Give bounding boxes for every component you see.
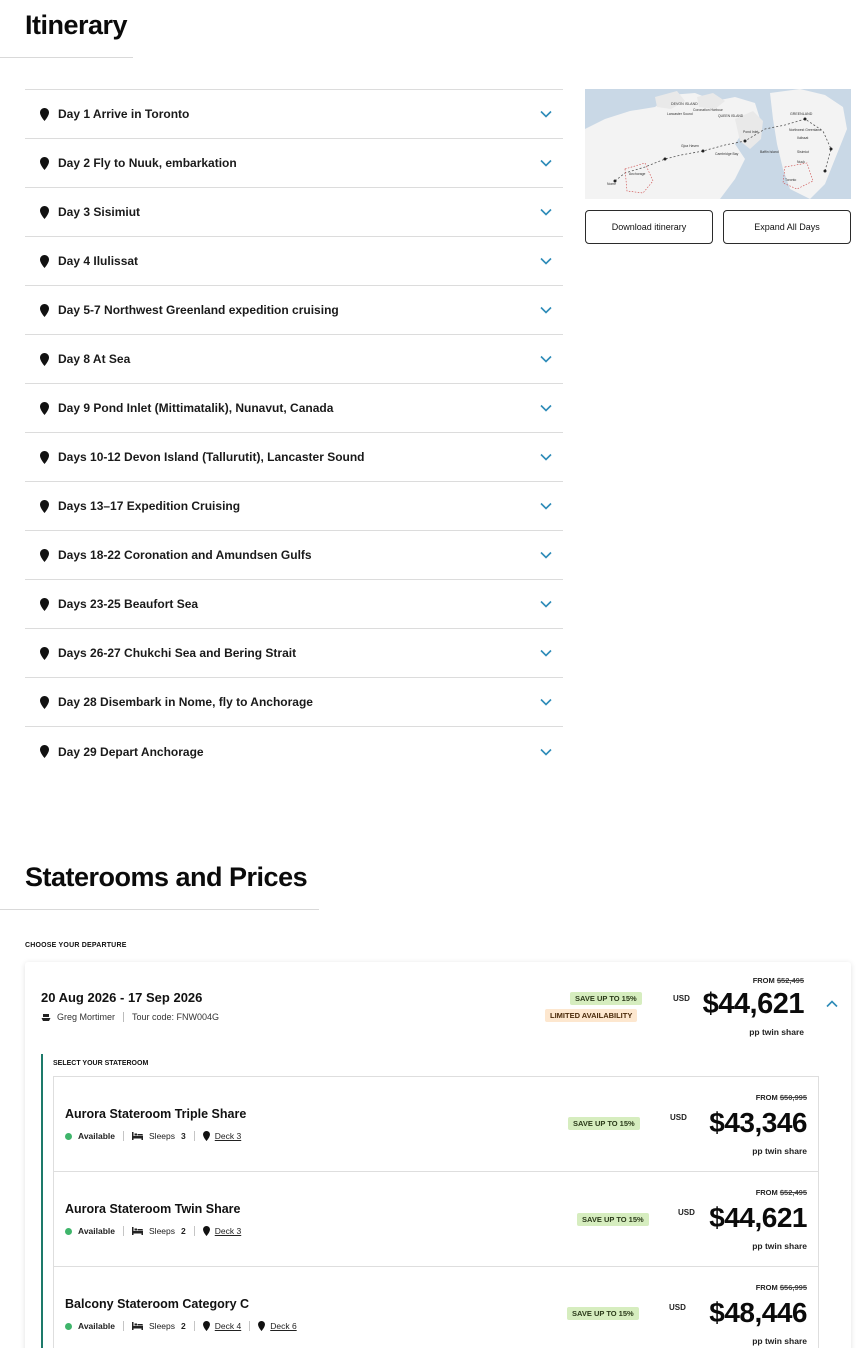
stateroom-meta <box>65 1321 297 1331</box>
chevron-down-icon[interactable] <box>540 257 552 265</box>
availability-status: Available <box>78 1226 116 1236</box>
current-price: $44,621 <box>709 1202 807 1233</box>
stateroom-meta <box>65 1131 241 1141</box>
location-pin-icon <box>40 206 49 219</box>
staterooms-title-rule <box>0 909 319 910</box>
currency-label: USD <box>669 1303 686 1312</box>
itinerary-day-label: Days 10-12 Devon Island (Tallurutit), Lancaster Sound <box>58 450 365 464</box>
was-price: $52,495 <box>779 1188 807 1197</box>
itinerary-day-label: Day 5-7 Northwest Greenland expedition cruising <box>58 303 339 317</box>
was-price: $56,995 <box>779 1283 807 1292</box>
current-price: $48,446 <box>709 1297 807 1328</box>
current-price: $43,346 <box>709 1107 807 1138</box>
location-pin-icon <box>203 1226 210 1236</box>
pp-twin-share-label: pp twin share <box>752 1336 807 1346</box>
map-label: Ilulissat <box>797 136 809 140</box>
sleeps-count: 2 <box>181 1321 186 1331</box>
save-badge: SAVE UP TO 15% <box>567 1307 639 1320</box>
itinerary-day-row[interactable] <box>25 678 563 727</box>
was-price: $52,495 <box>776 976 804 985</box>
divider <box>194 1321 195 1331</box>
chevron-down-icon[interactable] <box>540 649 552 657</box>
chevron-down-icon[interactable] <box>540 453 552 461</box>
map-label: Pond Inlet <box>743 130 759 134</box>
save-badge: SAVE UP TO 15% <box>568 1117 640 1130</box>
location-pin-icon <box>40 598 49 611</box>
deck-link[interactable]: Deck 3 <box>214 1226 242 1236</box>
map-label: Nuuk <box>797 160 805 164</box>
itinerary-day-label: Day 1 Arrive in Toronto <box>58 107 190 121</box>
itinerary-day-row[interactable] <box>25 580 563 629</box>
location-pin-icon <box>40 402 49 415</box>
divider <box>123 1012 124 1022</box>
pp-twin-share-label: pp twin share <box>752 1241 807 1251</box>
select-stateroom-label: SELECT YOUR STATEROOM <box>53 1060 149 1067</box>
itinerary-day-label: Days 23-25 Beaufort Sea <box>58 597 199 611</box>
stateroom-name: Aurora Stateroom Triple Share <box>65 1107 247 1121</box>
staterooms-title: Staterooms and Prices <box>25 862 308 892</box>
divider <box>194 1131 195 1141</box>
route-map-graphic <box>585 89 851 199</box>
departure-meta <box>41 1012 219 1022</box>
location-pin-icon <box>203 1131 210 1141</box>
map-label: Sisimiut <box>797 150 809 154</box>
sleeps-label: Sleeps <box>149 1226 176 1236</box>
itinerary-day-row[interactable] <box>25 433 563 482</box>
currency-label: USD <box>670 1113 687 1122</box>
itinerary-day-label: Day 2 Fly to Nuuk, embarkation <box>58 156 237 170</box>
stateroom-meta <box>65 1226 241 1236</box>
stateroom-row[interactable] <box>53 1171 819 1267</box>
available-dot <box>65 1228 72 1235</box>
location-pin-icon <box>40 745 49 758</box>
departure-card[interactable] <box>25 962 851 1348</box>
itinerary-day-label: Day 9 Pond Inlet (Mittimatalik), Nunavut, Canada <box>58 401 334 415</box>
expand-all-days-button[interactable]: Expand All Days <box>723 210 851 244</box>
stateroom-name: Aurora Stateroom Twin Share <box>65 1202 241 1216</box>
location-pin-icon <box>203 1321 210 1331</box>
location-pin-icon <box>40 108 49 121</box>
download-itinerary-button[interactable]: Download itinerary <box>585 210 713 244</box>
chevron-up-icon[interactable] <box>826 1000 838 1008</box>
bed-icon <box>132 1322 143 1330</box>
available-dot <box>65 1323 72 1330</box>
pp-twin-share-label: pp twin share <box>749 1027 804 1037</box>
chevron-down-icon[interactable] <box>540 502 552 510</box>
tour-code: Tour code: FNW004G <box>132 1012 220 1022</box>
chevron-down-icon[interactable] <box>540 110 552 118</box>
chevron-down-icon[interactable] <box>540 355 552 363</box>
save-badge: SAVE UP TO 15% <box>570 992 642 1005</box>
itinerary-day-row[interactable] <box>25 139 563 188</box>
itinerary-day-row[interactable] <box>25 237 563 286</box>
itinerary-title: Itinerary <box>25 10 128 40</box>
itinerary-day-row[interactable] <box>25 482 563 531</box>
itinerary-day-label: Day 3 Sisimiut <box>58 205 141 219</box>
deck-link[interactable]: Deck 4 <box>214 1321 242 1331</box>
location-pin-icon <box>40 255 49 268</box>
location-pin-icon <box>40 647 49 660</box>
itinerary-accordion <box>25 89 563 776</box>
itinerary-day-label: Day 4 Ilulissat <box>58 254 139 268</box>
from-price <box>756 1283 807 1292</box>
chevron-down-icon[interactable] <box>540 159 552 167</box>
from-label: FROM <box>755 1188 778 1197</box>
from-label: FROM <box>755 1283 778 1292</box>
sleeps-count: 2 <box>181 1226 186 1236</box>
divider <box>123 1321 124 1331</box>
deck-link[interactable]: Deck 3 <box>214 1131 242 1141</box>
map-label: Northwest Greenland <box>789 128 822 132</box>
itinerary-day-label: Days 18-22 Coronation and Amundsen Gulfs <box>58 548 312 562</box>
sleeps-label: Sleeps <box>149 1321 176 1331</box>
map-label: Baffin Island <box>760 150 779 154</box>
chevron-down-icon[interactable] <box>540 600 552 608</box>
itinerary-day-row[interactable] <box>25 286 563 335</box>
ship-name: Greg Mortimer <box>57 1012 116 1022</box>
bed-icon <box>132 1132 143 1140</box>
was-price: $50,995 <box>779 1093 807 1102</box>
availability-status: Available <box>78 1131 116 1141</box>
limited-availability-badge: LIMITED AVAILABILITY <box>545 1009 637 1022</box>
bed-icon <box>132 1227 143 1235</box>
from-price <box>756 1093 807 1102</box>
divider <box>123 1131 124 1141</box>
itinerary-day-row[interactable] <box>25 531 563 580</box>
map-label: Gjoa Haven <box>681 144 699 148</box>
itinerary-day-row[interactable] <box>25 629 563 678</box>
map-label: QUEEN ISLAND <box>718 114 744 118</box>
map-label: Coronation Harbour <box>693 108 723 112</box>
itinerary-day-row[interactable] <box>25 384 563 433</box>
itinerary-map[interactable] <box>585 89 851 199</box>
map-label: Toronto <box>785 178 797 182</box>
chevron-down-icon[interactable] <box>540 748 552 756</box>
location-pin-icon <box>40 696 49 709</box>
deck-link[interactable]: Deck 6 <box>270 1321 297 1331</box>
map-label: GREENLAND <box>790 112 813 116</box>
divider <box>123 1226 124 1236</box>
currency-label: USD <box>678 1208 695 1217</box>
location-pin-icon <box>40 549 49 562</box>
map-label: Cambridge Bay <box>715 152 739 156</box>
map-label: DEVON ISLAND <box>671 102 698 106</box>
divider <box>194 1226 195 1236</box>
chevron-down-icon[interactable] <box>540 551 552 559</box>
chevron-down-icon[interactable] <box>540 306 552 314</box>
choose-departure-label: CHOOSE YOUR DEPARTURE <box>25 942 127 949</box>
currency-label: USD <box>673 994 690 1003</box>
chevron-down-icon[interactable] <box>540 208 552 216</box>
from-price <box>753 976 804 985</box>
itinerary-title-rule <box>0 57 133 58</box>
ship-icon <box>41 1012 51 1022</box>
location-pin-icon <box>40 304 49 317</box>
itinerary-day-row[interactable] <box>25 335 563 384</box>
stateroom-row[interactable] <box>53 1076 819 1172</box>
from-label: FROM <box>752 976 775 985</box>
from-price <box>756 1188 807 1197</box>
map-label: Nome <box>607 182 617 186</box>
availability-status: Available <box>78 1321 116 1331</box>
itinerary-day-label: Days 13–17 Expedition Cruising <box>58 499 241 513</box>
location-pin-icon <box>40 500 49 513</box>
itinerary-day-label: Day 28 Disembark in Nome, fly to Anchorage <box>58 695 313 709</box>
location-pin-icon <box>40 157 49 170</box>
sleeps-label: Sleeps <box>149 1131 176 1141</box>
location-pin-icon <box>258 1321 265 1331</box>
departure-dates: 20 Aug 2026 - 17 Sep 2026 <box>41 990 203 1005</box>
location-pin-icon <box>40 451 49 464</box>
available-dot <box>65 1133 72 1140</box>
current-price: $44,621 <box>702 988 804 1020</box>
stateroom-row[interactable] <box>53 1266 819 1348</box>
chevron-down-icon[interactable] <box>540 698 552 706</box>
stateroom-list <box>41 1054 819 1348</box>
pp-twin-share-label: pp twin share <box>752 1146 807 1156</box>
itinerary-day-row[interactable] <box>25 90 563 139</box>
itinerary-day-row[interactable] <box>25 727 563 776</box>
sleeps-count: 3 <box>181 1131 186 1141</box>
map-label: Anchorage <box>629 172 646 176</box>
divider <box>249 1321 250 1331</box>
itinerary-day-label: Day 8 At Sea <box>58 352 131 366</box>
chevron-down-icon[interactable] <box>540 404 552 412</box>
itinerary-day-row[interactable] <box>25 188 563 237</box>
stateroom-name: Balcony Stateroom Category C <box>65 1297 250 1311</box>
location-pin-icon <box>40 353 49 366</box>
map-label: Lancaster Sound <box>667 112 693 116</box>
from-label: FROM <box>755 1093 778 1102</box>
itinerary-day-label: Day 29 Depart Anchorage <box>58 744 204 759</box>
itinerary-day-label: Days 26-27 Chukchi Sea and Bering Strait <box>58 646 297 660</box>
save-badge: SAVE UP TO 15% <box>577 1213 649 1226</box>
